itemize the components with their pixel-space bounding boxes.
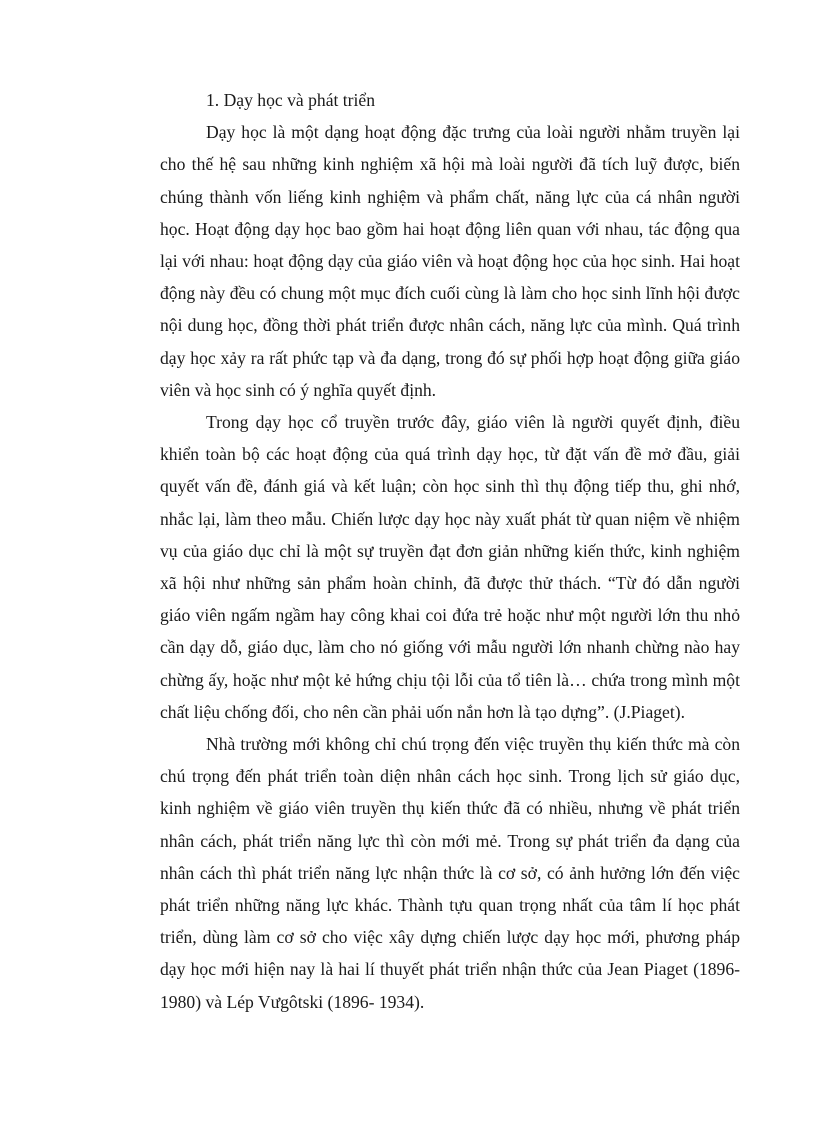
section-heading: 1. Dạy học và phát triển: [206, 90, 376, 110]
paragraph-traditional-teaching: Trong dạy học cổ truyền trước đây, giáo viên là người quyết định, điều khiển toàn bộ các hoạt động của quá trình dạy học, từ đặt vấn đề mở đầu, giải quyết vấn đề, đánh giá và kết luận; còn học sinh thì thụ động tiếp thu, ghi nhớ, nhắc lại, làm theo mẫu. Chiến lược dạy học này xuất phát từ quan niệm về nhiệm vụ của giáo dục chỉ là một sự truyền đạt đơn giản những kiến thức, kinh nghiệm xã hội như những sản phẩm hoàn chỉnh, đã được thử thách. “Từ đó dẫn người giáo viên ngấm ngầm hay công khai coi đứa trẻ hoặc như một người lớn thu nhỏ cần dạy dỗ, giáo dục, làm cho nó giống với mẫu người lớn nhanh chừng nào hay chừng ấy, hoặc như một kẻ hứng chịu tội lỗi của tổ tiên là… chứa trong mình một chất liệu chống đối, cho nên cần phải uốn nắn hơn là tạo dựng”. (J.Piaget).: [160, 412, 740, 722]
paragraph-teaching-definition: Dạy học là một dạng hoạt động đặc trưng của loài người nhằm truyền lại cho thế hệ sau những kinh nghiệm xã hội mà loài người đã tích luỹ được, biến chúng thành vốn liếng kinh nghiệm và phẩm chất, năng lực của cá nhân người học. Hoạt động dạy học bao gồm hai hoạt động liên quan với nhau, tác động qua lại với nhau: hoạt động dạy của giáo viên và hoạt động học của học sinh. Hai hoạt động này đều có chung một mục đích cuối cùng là làm cho học sinh lĩnh hội được nội dung học, đồng thời phát triển được nhân cách, năng lực của mình. Quá trình dạy học xảy ra rất phức tạp và đa dạng, trong đó sự phối hợp hoạt động giữa giáo viên và học sinh có ý nghĩa quyết định.: [160, 122, 740, 400]
page-content: [160, 84, 740, 1018]
paragraph-new-school: Nhà trường mới không chỉ chú trọng đến việc truyền thụ kiến thức mà còn chú trọng đến phát triển toàn diện nhân cách học sinh. Trong lịch sử giáo dục, kinh nghiệm về giáo viên truyền thụ kiến thức đã có nhiều, nhưng về phát triển nhân cách, phát triển năng lực thì còn mới mẻ. Trong sự phát triển đa dạng của nhân cách thì phát triển năng lực nhận thức là cơ sở, có ảnh hưởng lớn đến việc phát triển những năng lực khác. Thành tựu quan trọng nhất của tâm lí học phát triển, dùng làm cơ sở cho việc xây dựng chiến lược dạy học mới, phương pháp dạy học mới hiện nay là hai lí thuyết phát triển nhận thức của Jean Piaget (1896-1980) và Lép Vưgôtski (1896- 1934).: [160, 734, 740, 1012]
